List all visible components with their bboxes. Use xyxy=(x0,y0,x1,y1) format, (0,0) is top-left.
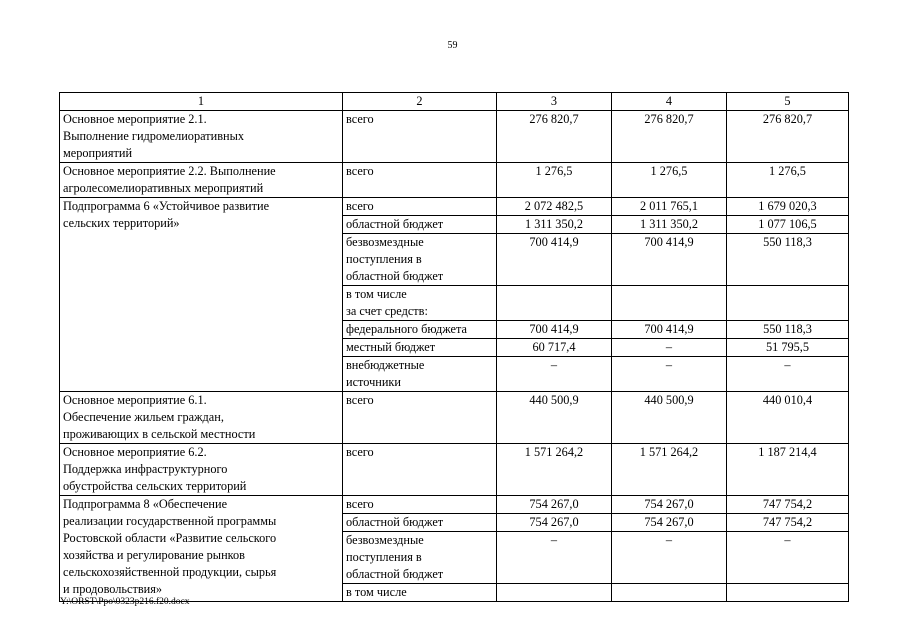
value-cell-col5: 1 679 020,3 xyxy=(727,198,849,216)
funding-source-cell: всего xyxy=(343,496,497,514)
funding-source-cell: федерального бюджета xyxy=(343,321,497,339)
program-name-cell: Основное мероприятие 6.2. Поддержка инфраструктурного обустройства сельских территорий xyxy=(60,444,343,496)
value-cell-col4: 1 311 350,2 xyxy=(612,216,727,234)
value-cell-col5: 276 820,7 xyxy=(727,111,849,163)
program-name-cell: Основное мероприятие 2.1. Выполнение гидромелиоративных мероприятий xyxy=(60,111,343,163)
column-header: 2 xyxy=(343,93,497,111)
value-cell-col4: 276 820,7 xyxy=(612,111,727,163)
table-row xyxy=(60,111,849,163)
value-cell-col3: 754 267,0 xyxy=(497,496,612,514)
program-name-cell: Подпрограмма 8 «Обеспечение реализации государственной программы Ростовской области «Развитие сельского хозяйства и регулирование рынков сельскохозяйственной продукции, сырья и продовольствия» xyxy=(60,496,343,602)
table-row xyxy=(60,198,849,216)
value-cell-col4: 1 571 264,2 xyxy=(612,444,727,496)
table-row xyxy=(60,392,849,444)
value-cell-col3: 700 414,9 xyxy=(497,321,612,339)
funding-source-cell: всего xyxy=(343,163,497,198)
program-name-cell: Основное мероприятие 2.2. Выполнение агролесомелиоративных мероприятий xyxy=(60,163,343,198)
funding-source-cell: всего xyxy=(343,392,497,444)
value-cell-col4: 2 011 765,1 xyxy=(612,198,727,216)
value-cell-col4: 754 267,0 xyxy=(612,496,727,514)
table-row xyxy=(60,496,849,514)
value-cell-col3: 754 267,0 xyxy=(497,514,612,532)
column-header: 1 xyxy=(60,93,343,111)
value-cell-col5: 1 187 214,4 xyxy=(727,444,849,496)
table-header-row xyxy=(60,93,849,111)
value-cell-col5: 550 118,3 xyxy=(727,234,849,286)
value-cell-col5: 51 795,5 xyxy=(727,339,849,357)
value-cell-col3: 700 414,9 xyxy=(497,234,612,286)
funding-source-cell: всего xyxy=(343,444,497,496)
value-cell-col5: 747 754,2 xyxy=(727,496,849,514)
column-header: 3 xyxy=(497,93,612,111)
value-cell-col4: – xyxy=(612,357,727,392)
value-cell-col4: 440 500,9 xyxy=(612,392,727,444)
funding-source-cell: в том числе xyxy=(343,584,497,602)
value-cell-col5 xyxy=(727,286,849,321)
funding-source-cell: внебюджетные источники xyxy=(343,357,497,392)
value-cell-col3: 440 500,9 xyxy=(497,392,612,444)
funding-source-cell: местный бюджет xyxy=(343,339,497,357)
value-cell-col4: – xyxy=(612,532,727,584)
value-cell-col3: – xyxy=(497,357,612,392)
value-cell-col3: 1 311 350,2 xyxy=(497,216,612,234)
value-cell-col5: 1 276,5 xyxy=(727,163,849,198)
funding-source-cell: безвозмездные поступления в областной бюджет xyxy=(343,234,497,286)
page-number: 59 xyxy=(447,40,458,51)
value-cell-col3: 276 820,7 xyxy=(497,111,612,163)
value-cell-col5: 747 754,2 xyxy=(727,514,849,532)
value-cell-col4 xyxy=(612,286,727,321)
value-cell-col5: 550 118,3 xyxy=(727,321,849,339)
funding-source-cell: всего xyxy=(343,198,497,216)
value-cell-col4: 700 414,9 xyxy=(612,234,727,286)
value-cell-col4: 700 414,9 xyxy=(612,321,727,339)
budget-table xyxy=(59,92,849,602)
funding-source-cell: безвозмездные поступления в областной бюджет xyxy=(343,532,497,584)
value-cell-col5: – xyxy=(727,357,849,392)
funding-source-cell: всего xyxy=(343,111,497,163)
value-cell-col5 xyxy=(727,584,849,602)
value-cell-col3 xyxy=(497,584,612,602)
value-cell-col5: 440 010,4 xyxy=(727,392,849,444)
column-header: 4 xyxy=(612,93,727,111)
value-cell-col5: 1 077 106,5 xyxy=(727,216,849,234)
value-cell-col4: 1 276,5 xyxy=(612,163,727,198)
program-name-cell: Подпрограмма 6 «Устойчивое развитие сельских территорий» xyxy=(60,198,343,392)
value-cell-col5: – xyxy=(727,532,849,584)
value-cell-col4: 754 267,0 xyxy=(612,514,727,532)
value-cell-col3: 1 276,5 xyxy=(497,163,612,198)
value-cell-col3: 2 072 482,5 xyxy=(497,198,612,216)
value-cell-col3: 60 717,4 xyxy=(497,339,612,357)
value-cell-col3 xyxy=(497,286,612,321)
funding-source-cell: областной бюджет xyxy=(343,216,497,234)
value-cell-col3: – xyxy=(497,532,612,584)
table-row xyxy=(60,444,849,496)
value-cell-col4 xyxy=(612,584,727,602)
value-cell-col4: – xyxy=(612,339,727,357)
table-row xyxy=(60,163,849,198)
program-name-cell: Основное мероприятие 6.1. Обеспечение жильем граждан, проживающих в сельской местности xyxy=(60,392,343,444)
funding-source-cell: областной бюджет xyxy=(343,514,497,532)
funding-source-cell: в том числе за счет средств: xyxy=(343,286,497,321)
column-header: 5 xyxy=(727,93,849,111)
value-cell-col3: 1 571 264,2 xyxy=(497,444,612,496)
file-path-footer: Y:\ORST\Ppo\0323p216.f20.docx xyxy=(60,597,190,607)
